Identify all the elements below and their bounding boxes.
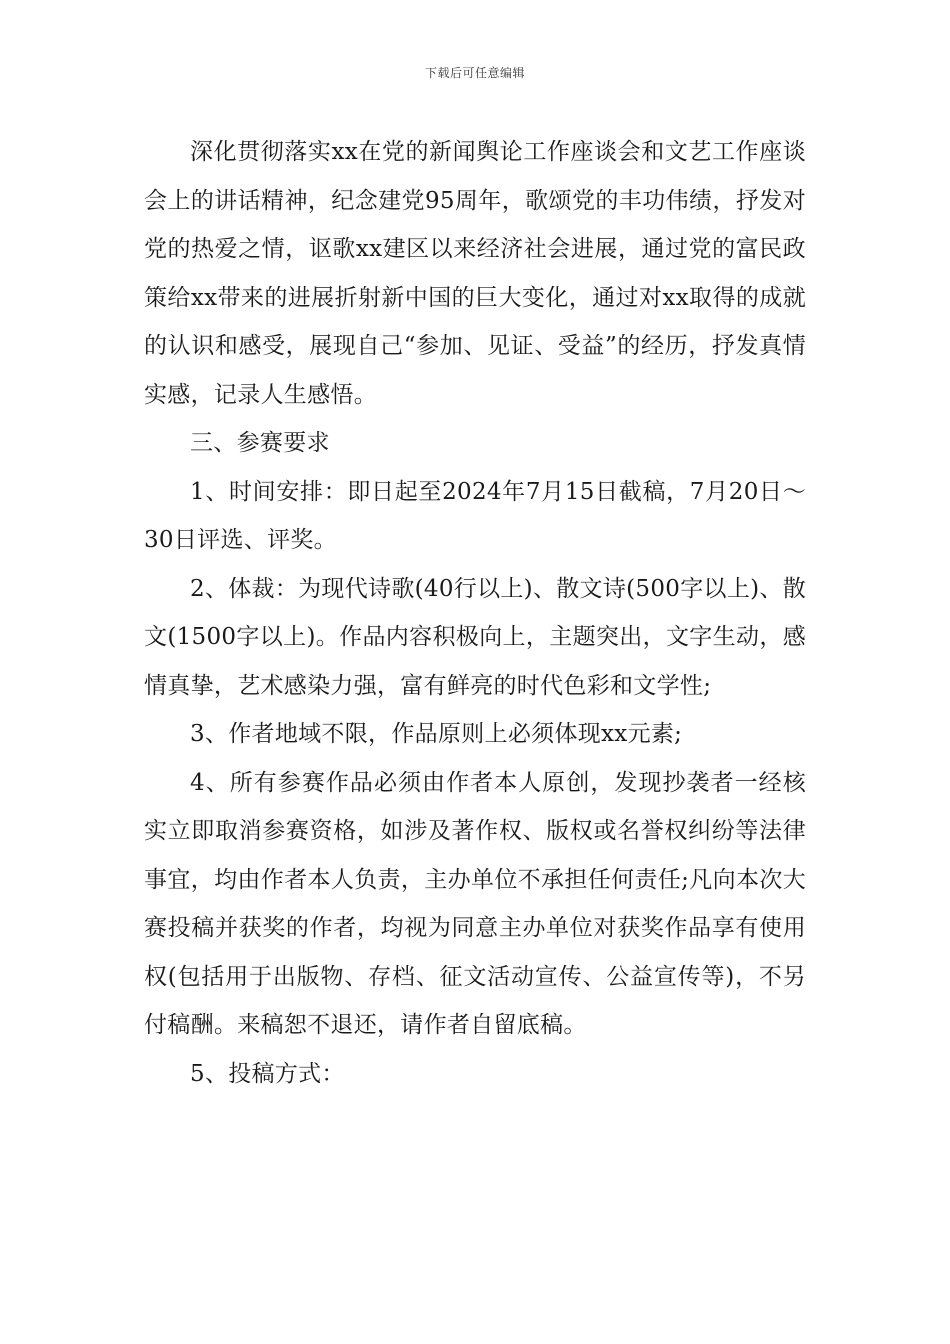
paragraph-schedule: 1、时间安排：即日起至2024年7月15日截稿，7月20日～30日评选、评奖。 xyxy=(144,478,806,553)
paragraph-author-region: 3、作者地域不限，作品原则上必须体现xx元素; xyxy=(190,721,683,747)
document-body xyxy=(144,128,806,1098)
paragraph-theme: 深化贯彻落实xx在党的新闻舆论工作座谈会和文艺工作座谈会上的讲话精神，纪念建党95周年，歌颂党的丰功伟绩，抒发对党的热爱之情，讴歌xx建区以来经济社会进展，通过党的富民政策给xx带来的进展折射新中国的巨大变化，通过对xx取得的成就的认识和感受，展现自己“参加、见证、受益”的经历，抒发真情实感，记录人生感悟。 xyxy=(144,139,806,408)
section-heading-requirements: 三、参赛要求 xyxy=(190,430,330,456)
page-header: 下载后可任意编辑 xyxy=(424,66,525,80)
paragraph-originality: 4、所有参赛作品必须由作者本人原创，发现抄袭者一经核实立即取消参赛资格，如涉及著作权、版权或名誉权纠纷等法律事宜，均由作者本人负责，主办单位不承担任何责任;凡向本次大赛投稿并获奖的作者，均视为同意主办单位对获奖作品享有使用权(包括用于出版物、存档、征文活动宣传、公益宣传等)，不另付稿酬。来稿恕不退还，请作者自留底稿。 xyxy=(144,769,806,1038)
paragraph-submission-method: 5、投稿方式： xyxy=(190,1060,345,1087)
paragraph-genre: 2、体裁：为现代诗歌(40行以上)、散文诗(500字以上)、散文(1500字以上)。作品内容积极向上，主题突出，文字生动，感情真挚，艺术感染力强，富有鲜亮的时代色彩和文学性; xyxy=(144,575,806,699)
